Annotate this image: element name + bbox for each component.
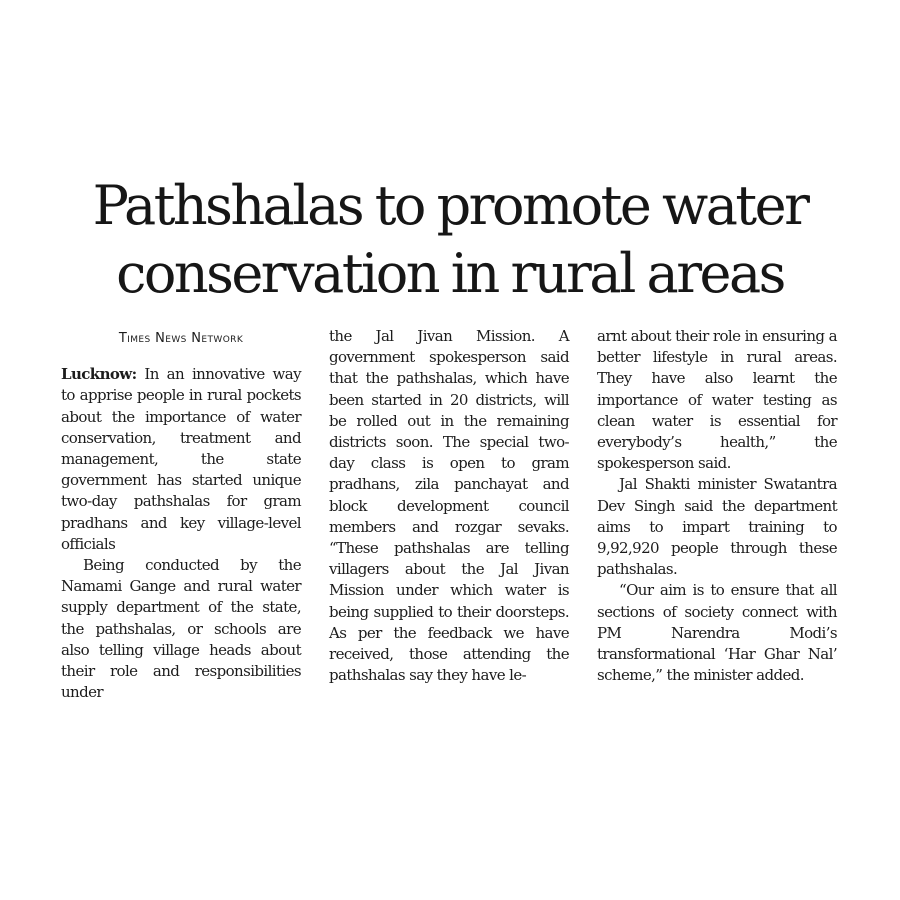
paragraph: Being conducted by the Namami Gange and rural water supply department of the state, the pathshalas, or schools are also telling village heads about their role and responsibilities under — [61, 556, 301, 702]
article-column-2 — [329, 326, 569, 686]
paragraph-intro-text: In an innovative way to apprise people in rural pockets about the importance of water conservation, treatment and management, the state government has started unique two-day pathshalas for gram pradhans and key village-level officials — [61, 365, 302, 553]
paragraph: arnt about their role in ensuring a better lifestyle in rural areas. They have also learnt the importance of water testing as clean water is essential for everybody’s health,” the spokesperson said. — [597, 327, 837, 473]
paragraph: “Our aim is to ensure that all sections of society connect with PM Narendra Modi’s transformational ‘Har Ghar Nal’ scheme,” the minister added. — [597, 581, 837, 685]
article-column-3 — [597, 326, 837, 686]
byline: Times News Network — [118, 331, 244, 346]
dateline: Lucknow: — [61, 365, 137, 384]
article-column-1 — [61, 326, 301, 703]
paragraph: the Jal Jivan Mission. A government spokesperson said that the pathshalas, which have been started in 20 districts, will be rolled out in the remaining districts soon. The special two-day class is open to gram pradhans, zila panchayat and block development council members and rozgar sevaks. “These pathshalas are telling villagers about the Jal Jivan Mission under which water is being supplied to their doorsteps. As per the feedback we have received, those attending the pathshalas say they have le- — [329, 327, 569, 685]
headline: Pathshalas to promote water conservation in rural areas — [92, 174, 808, 305]
paragraph: Jal Shakti minister Swatantra Dev Singh said the department aims to impart training to 9,92,920 people through these pathshalas. — [597, 475, 837, 579]
paragraph-intro — [61, 364, 301, 555]
